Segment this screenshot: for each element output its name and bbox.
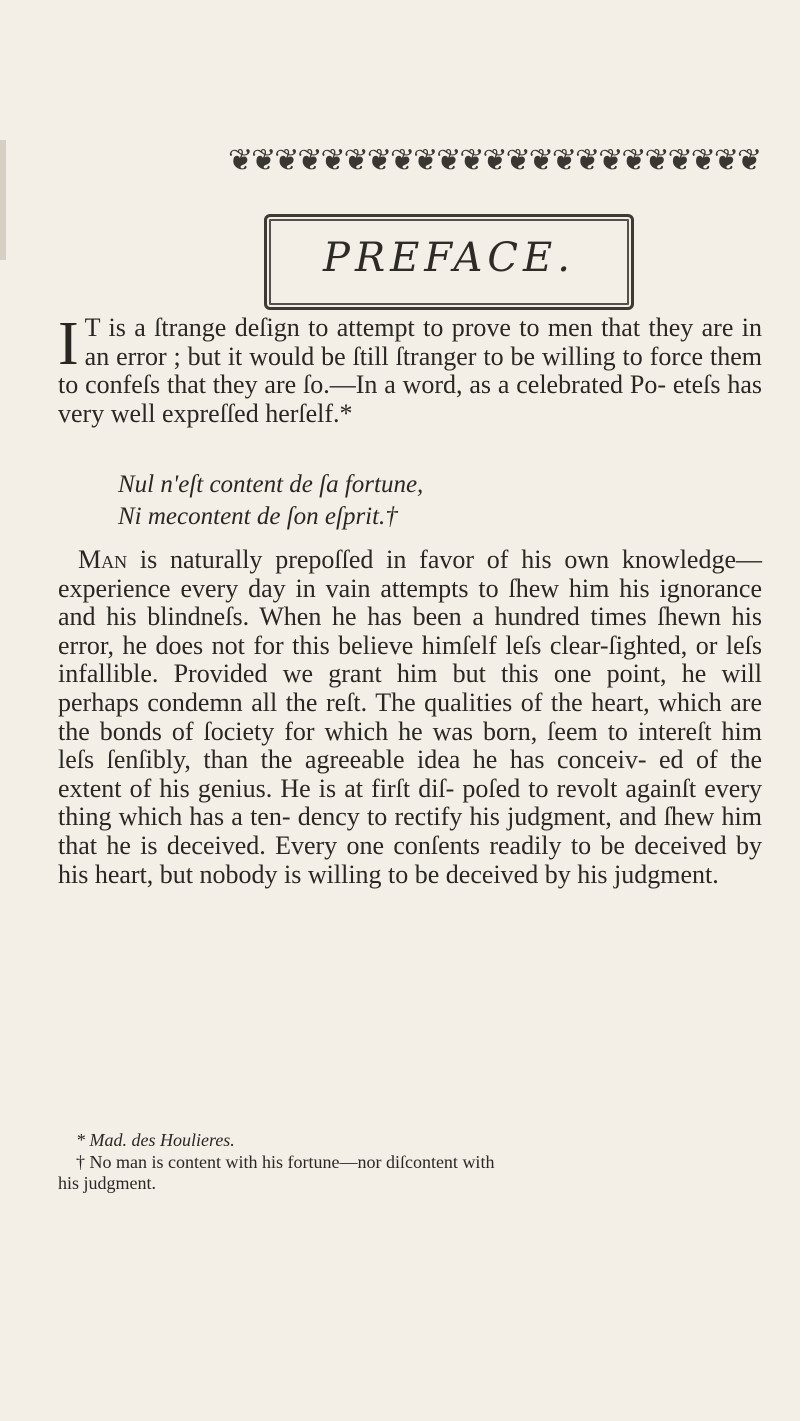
footnote-2: † No man is content with his fortune—nor diſcontent with (76, 1152, 495, 1172)
verse-line-2: Ni mecontent de ſon eſprit.† (118, 503, 398, 530)
page-title: PREFACE. (323, 235, 575, 281)
paragraph-2 (58, 546, 762, 889)
footnote-1: * Mad. des Houlieres. (76, 1130, 235, 1150)
fleuron-ornament-icon: ❦❦❦❦❦❦❦❦❦❦❦❦❦❦❦❦❦❦❦❦❦❦❦ (228, 144, 761, 177)
paragraph-1 (58, 310, 762, 428)
page-edge-shadow (0, 140, 6, 260)
paragraph-1-text: T is a ſtrange deſign to attempt to prove to men that they are in an error ; but it would be ſtill ſtranger to be willing to force them to confeſs that they are ſo.—In a word, as a celebrated Po- eteſs has very well expreſſed herſelf.* (58, 313, 762, 428)
drop-cap: I (58, 310, 79, 378)
paragraph-2-text: is naturally prepoſſed in favor of his own knowledge—experience every day in vain attempts to ſhew him his ignorance and his blindneſs. When he has been a hundred times ſhewn his error, he does not for this believe himſelf leſs clear-ſighted, or leſs infallible. Provided we grant him but this one point, he will perhaps condemn all the reſt. The qualities of the heart, which are the bonds of ſociety for which he was born, ſeem to intereſt him leſs ſenſibly, than the agreeable idea he has conceiv- ed of the extent of his genius. He is at firſt diſ- poſed to revolt againſt every thing which has a ten- dency to rectify his judgment, and ſhew him that he is deceived. Every one conſents readily to be deceived by his heart, but nobody is willing to be deceived by his judgment. (58, 545, 762, 889)
footnote-2-continued: his judgment. (58, 1173, 156, 1193)
verse-line-1: Nul n'eſt content de ſa fortune, (118, 471, 424, 498)
ornament-border (228, 144, 784, 178)
paragraph-2-lead: Man (78, 545, 128, 574)
preface-title-frame (264, 214, 634, 310)
